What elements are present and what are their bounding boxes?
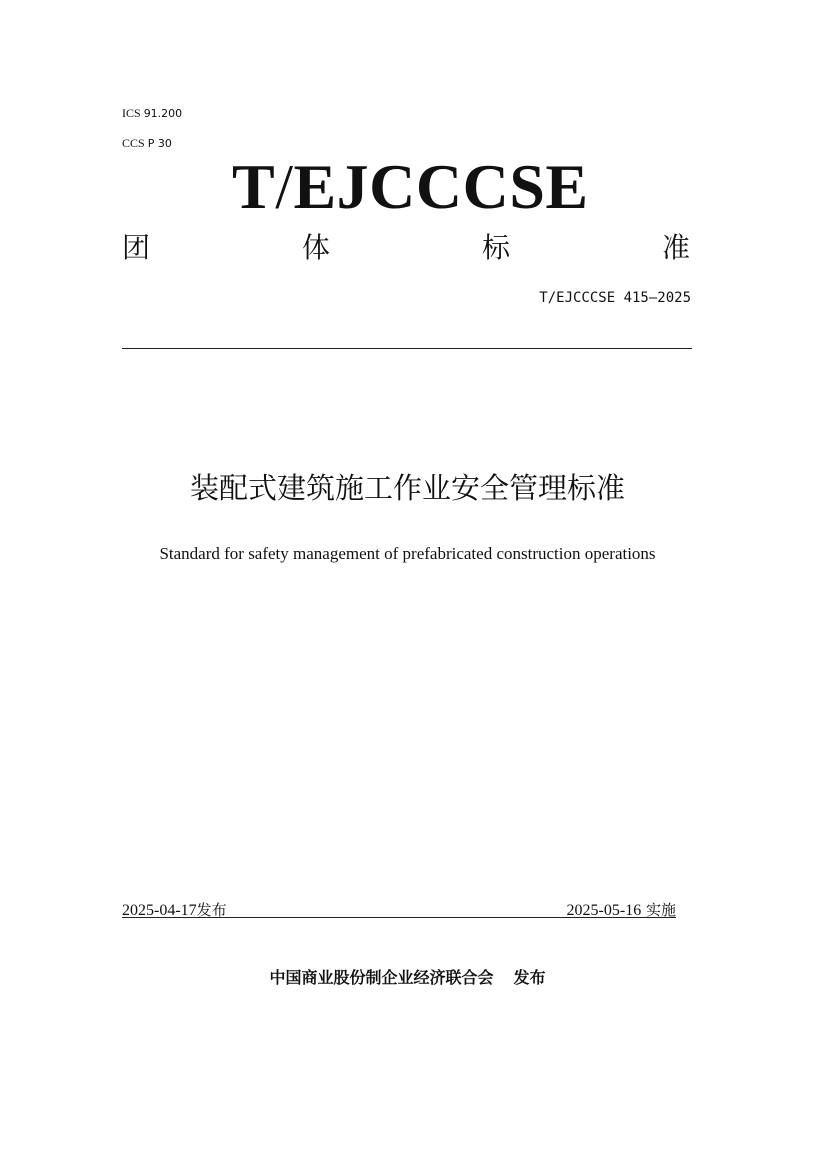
ccs-code: P 30 — [147, 137, 172, 150]
ics-code: 91.200 — [143, 107, 183, 120]
ics-classification — [122, 105, 182, 122]
standard-kind-char: 团 — [122, 231, 151, 264]
date-divider — [122, 917, 676, 918]
publisher-line — [0, 966, 815, 990]
standard-kind-char: 标 — [481, 231, 510, 264]
issue-label: 发布 — [196, 901, 227, 919]
ccs-classification — [122, 135, 172, 152]
standard-number: T/EJCCCSE 415—2025 — [539, 290, 691, 306]
issue-date: 2025-04-17 — [122, 902, 197, 919]
logo-rest: EJCCCSE — [293, 151, 589, 222]
standard-kind-char: 准 — [661, 231, 690, 264]
title-chinese: 装配式建筑施工作业安全管理标准 — [189, 471, 625, 505]
title-english: Standard for safety management of prefabricated construction operations — [159, 544, 656, 563]
header-divider — [122, 348, 692, 349]
publisher-name: 中国商业股份制企业经济联合会 — [269, 968, 494, 987]
logo-main: T — [232, 151, 276, 222]
implement-date: 2025-05-16 — [566, 902, 642, 919]
ccs-label: CCS — [122, 136, 145, 150]
logo-slash: / — [275, 151, 294, 222]
implement-label: 实施 — [645, 901, 676, 919]
ics-label: ICS — [122, 106, 141, 120]
publish-label: 发布 — [513, 968, 546, 987]
standard-kind — [122, 228, 690, 268]
standard-prefix-logo — [232, 151, 589, 223]
standard-kind-char: 体 — [301, 231, 330, 264]
